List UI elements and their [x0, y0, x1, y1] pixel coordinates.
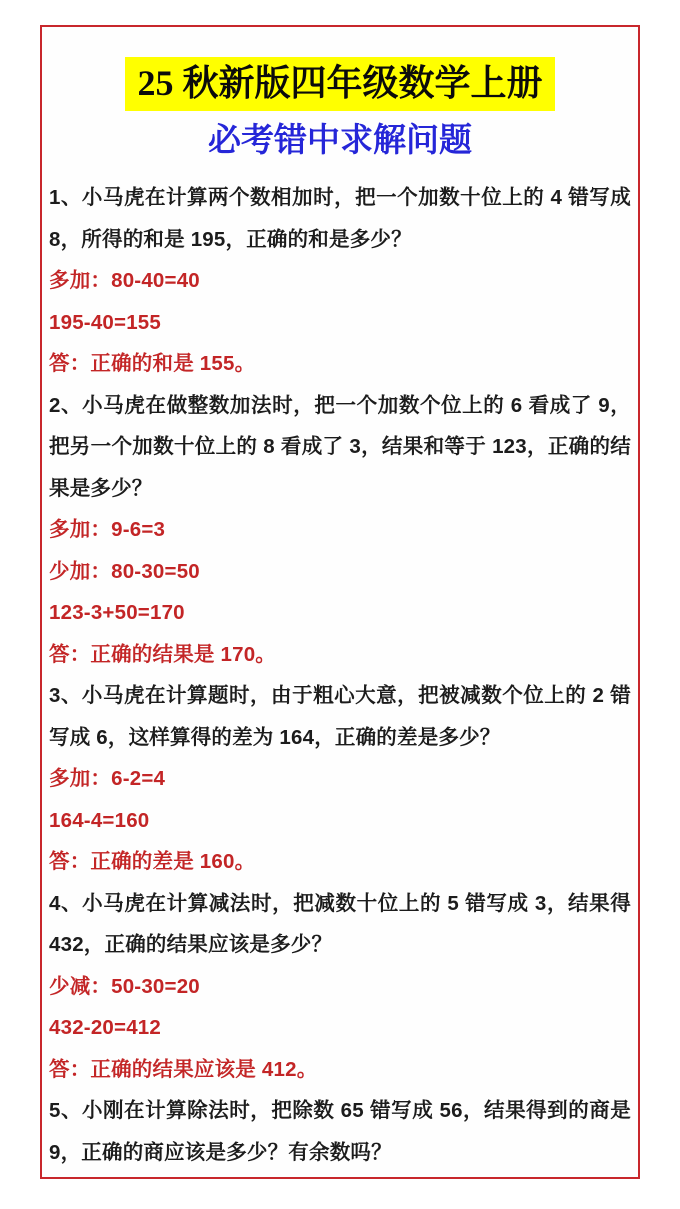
- solution-line: 少加：80-30=50: [49, 559, 200, 583]
- solution-line: 少减：50-30=20: [49, 974, 200, 998]
- answer-line: 答：正确的结果是 170。: [49, 642, 276, 666]
- solution-line: 164-4=160: [49, 808, 150, 832]
- problem-3: [49, 675, 631, 883]
- red-border-frame: [40, 25, 640, 1179]
- problem-5: [49, 1090, 631, 1173]
- question-line: 5、小刚在计算除法时，把除数 65 错写成 56，结果得到的商是: [49, 1099, 631, 1122]
- problem-2: [49, 385, 631, 676]
- question-line: 8，所得的和是 195，正确的和是多少？: [49, 227, 412, 251]
- question-line: 3、小马虎在计算题时，由于粗心大意，把被减数个位上的 2 错: [49, 684, 631, 707]
- problem-1: [49, 177, 631, 385]
- solution-line: 多加：6-2=4: [49, 767, 166, 790]
- solution-line: 多加：9-6=3: [49, 518, 166, 541]
- solution-line: 123-3+50=170: [49, 601, 185, 624]
- question-line: 1、小马虎在计算两个数相加时，把一个加数十位上的 4 错写成: [49, 186, 631, 209]
- question-line: 4、小马虎在计算减法时，把减数十位上的 5 错写成 3，结果得: [49, 891, 631, 915]
- answer-line: 答：正确的和是 155。: [49, 352, 256, 375]
- answer-line: 答：正确的差是 160。: [49, 850, 256, 873]
- problem-4: [49, 883, 631, 1091]
- solution-line: 195-40=155: [49, 310, 162, 334]
- subtitle: 必考错中求解问题: [208, 123, 472, 159]
- main-title: [49, 57, 631, 111]
- question-line: 写成 6，这样算得的差为 164，正确的差是多少？: [49, 725, 501, 749]
- problem-list: [49, 177, 631, 1173]
- question-line: 把另一个加数十位上的 8 看成了 3，结果和等于 123，正确的结: [49, 435, 631, 458]
- answer-line: 答：正确的结果应该是 412。: [49, 1057, 318, 1081]
- title-highlight: 25 秋新版四年级数学上册: [125, 57, 554, 111]
- question-line: 2、小马虎在做整数加法时，把一个加数个位上的 6 看成了 9，: [49, 393, 631, 417]
- title-block: [49, 57, 631, 168]
- question-line: 9，正确的商应该是多少？有余数吗？: [49, 1140, 392, 1164]
- question-line: 果是多少？: [49, 476, 153, 500]
- solution-line: 多加：80-40=40: [49, 269, 200, 292]
- question-line: 432，正确的结果应该是多少？: [49, 933, 333, 956]
- solution-line: 432-20=412: [49, 1016, 162, 1039]
